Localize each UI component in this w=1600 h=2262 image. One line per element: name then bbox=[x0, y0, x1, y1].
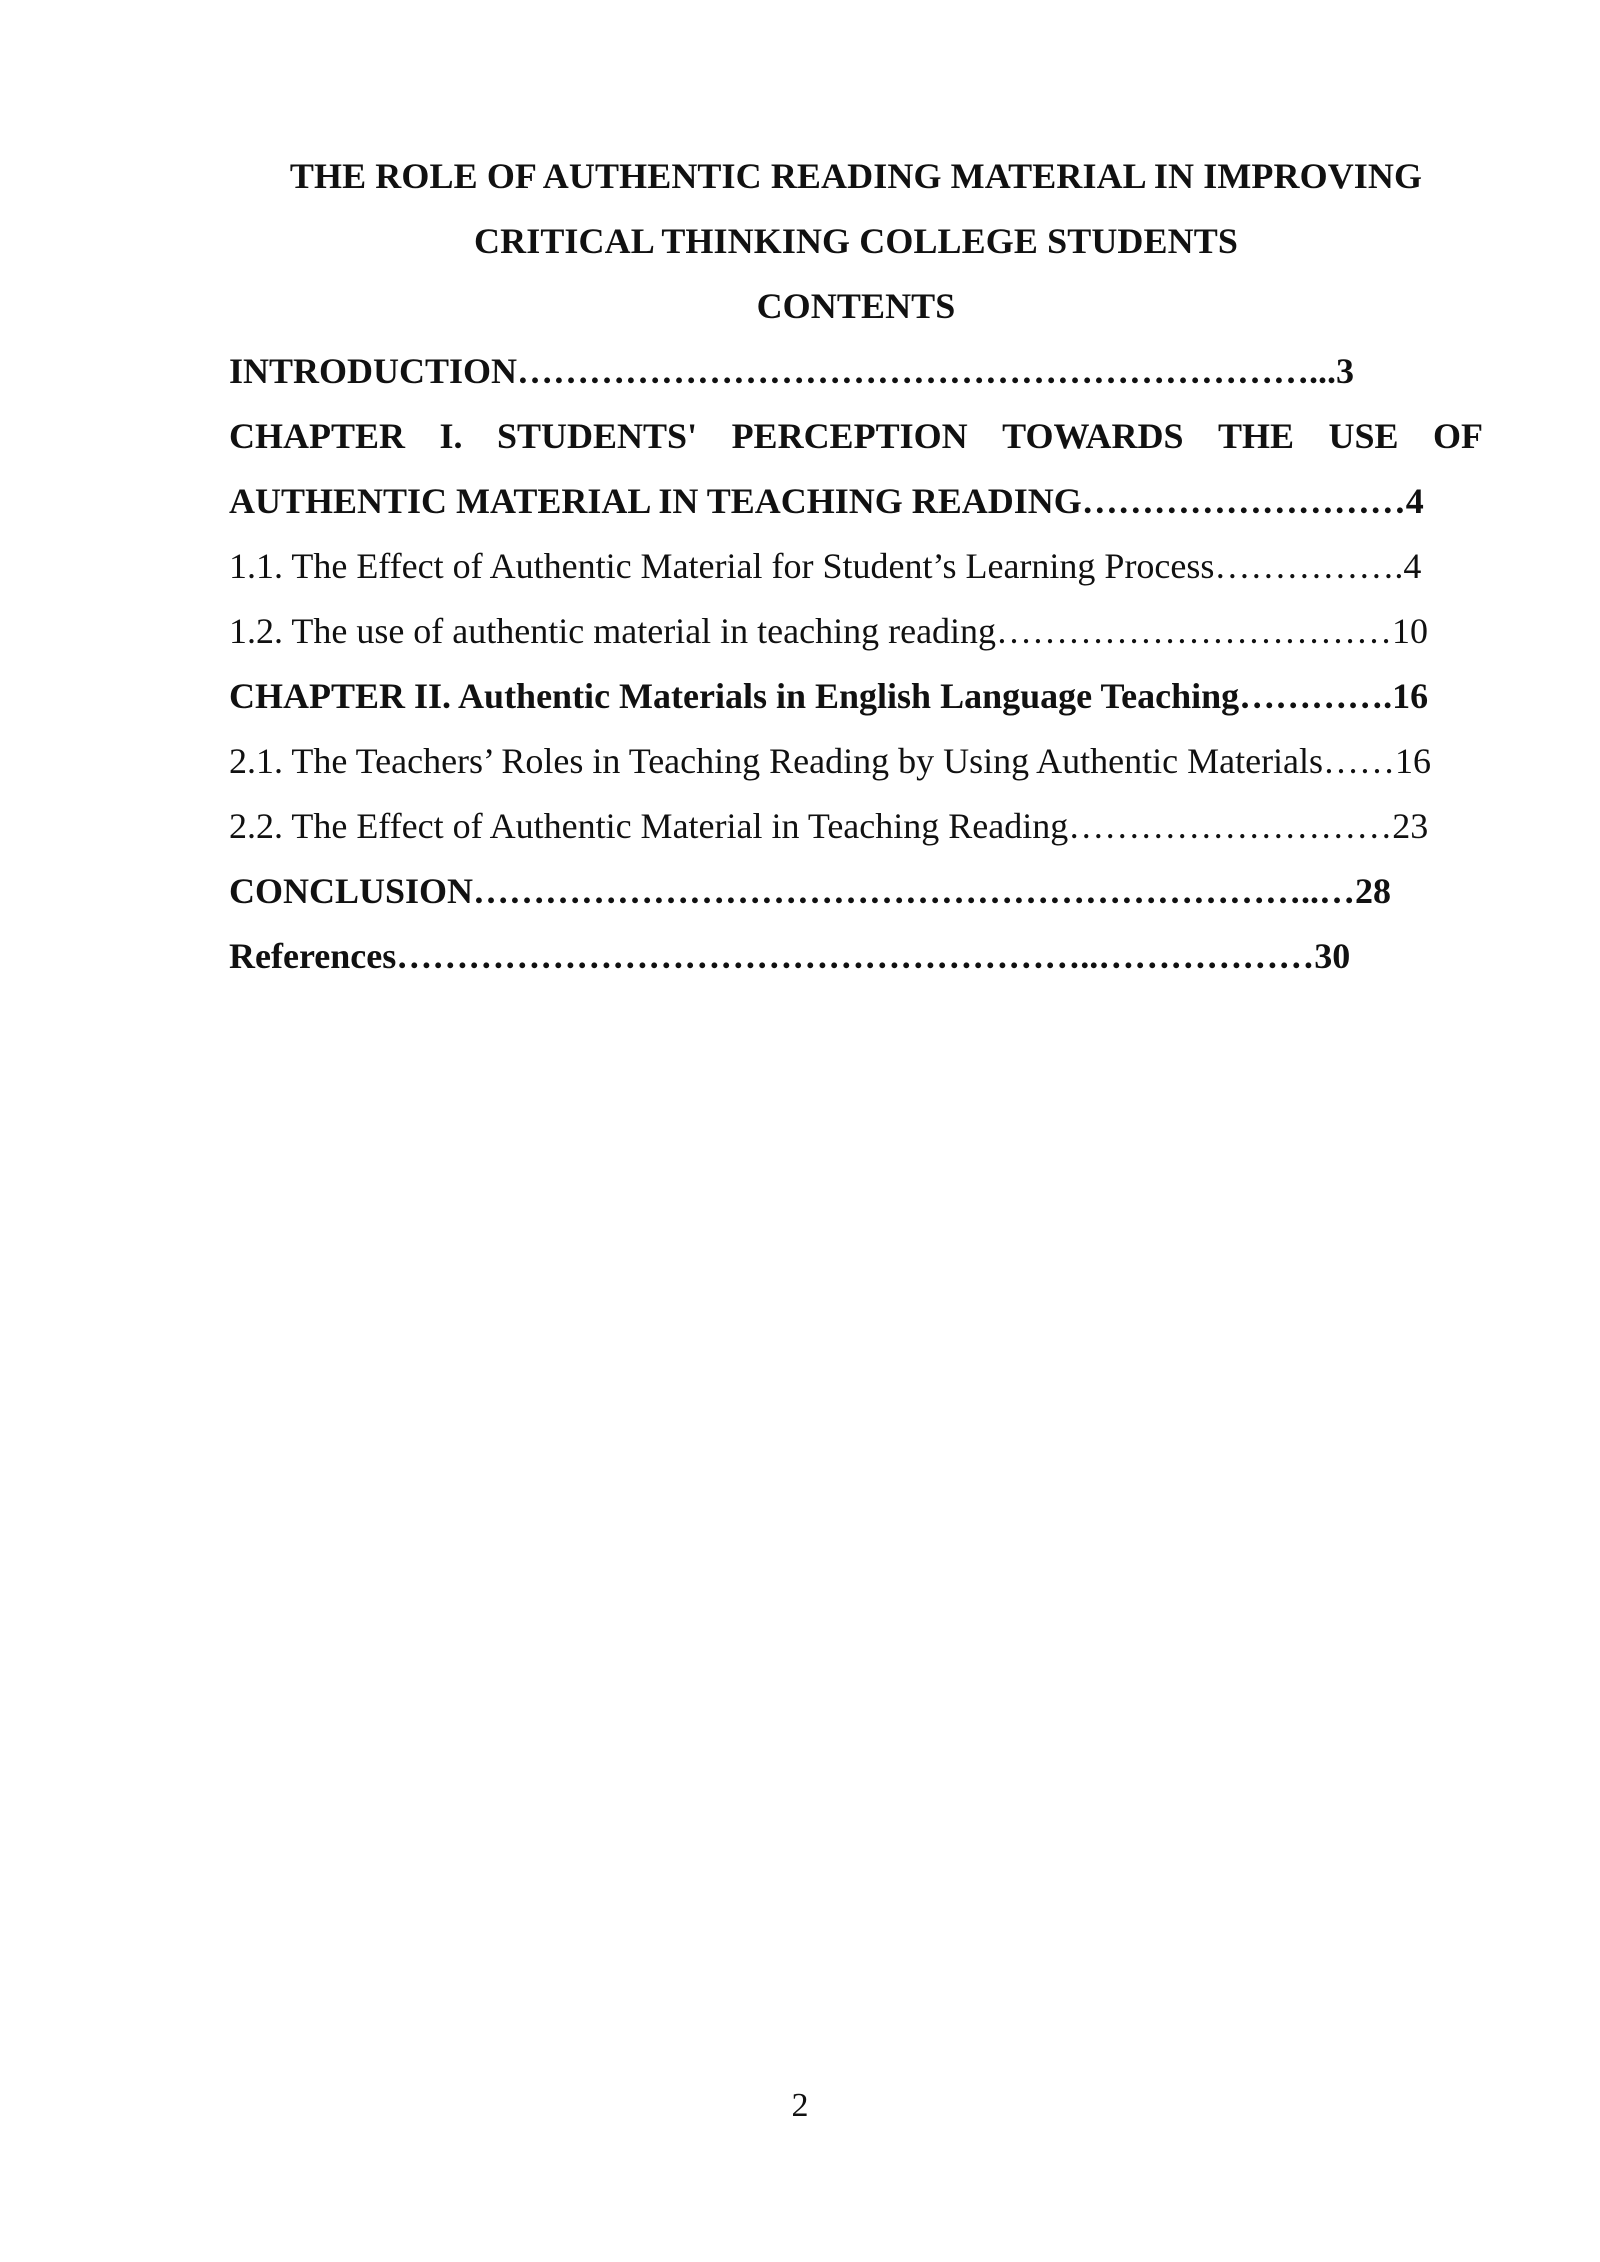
toc-word: OF bbox=[1432, 416, 1483, 456]
toc-word: USE bbox=[1328, 416, 1399, 456]
toc-entry-introduction: INTRODUCTION…………………………………………………………...3 bbox=[229, 351, 1355, 391]
toc-word: TOWARDS bbox=[1002, 416, 1184, 456]
toc-entry-chapter-1-line-1 bbox=[229, 414, 1483, 458]
contents-heading: CONTENTS bbox=[756, 286, 956, 326]
toc-word: I. bbox=[439, 416, 463, 456]
toc-entry-section-2-2: 2.2. The Effect of Authentic Material in Teaching Reading………………………23 bbox=[229, 806, 1429, 846]
toc-entry-section-1-2: 1.2. The use of authentic material in teaching reading……………………………10 bbox=[229, 611, 1429, 651]
toc-word: STUDENTS' bbox=[497, 416, 698, 456]
toc-word: THE bbox=[1217, 416, 1294, 456]
toc-entry-section-1-1: 1.1. The Effect of Authentic Material for Student’s Learning Process…………….4 bbox=[229, 546, 1422, 586]
toc-entry-conclusion: CONCLUSION……………………………………………………………..…28 bbox=[229, 871, 1392, 911]
toc-entry-chapter-1-line-2: AUTHENTIC MATERIAL IN TEACHING READING………………………4 bbox=[229, 481, 1424, 521]
document-title-line-1: THE ROLE OF AUTHENTIC READING MATERIAL IN IMPROVING bbox=[289, 156, 1423, 196]
toc-entry-references: References…………………………………………………..………………30 bbox=[229, 936, 1351, 976]
toc-entry-chapter-2: CHAPTER II. Authentic Materials in English Language Teaching………….16 bbox=[229, 676, 1429, 716]
page-number: 2 bbox=[791, 2087, 809, 2124]
document-title-line-2: CRITICAL THINKING COLLEGE STUDENTS bbox=[474, 221, 1238, 261]
toc-word: PERCEPTION bbox=[731, 416, 968, 456]
toc-entry-section-2-1: 2.1. The Teachers’ Roles in Teaching Reading by Using Authentic Materials……16 bbox=[229, 741, 1432, 781]
toc-word: CHAPTER bbox=[229, 416, 406, 456]
